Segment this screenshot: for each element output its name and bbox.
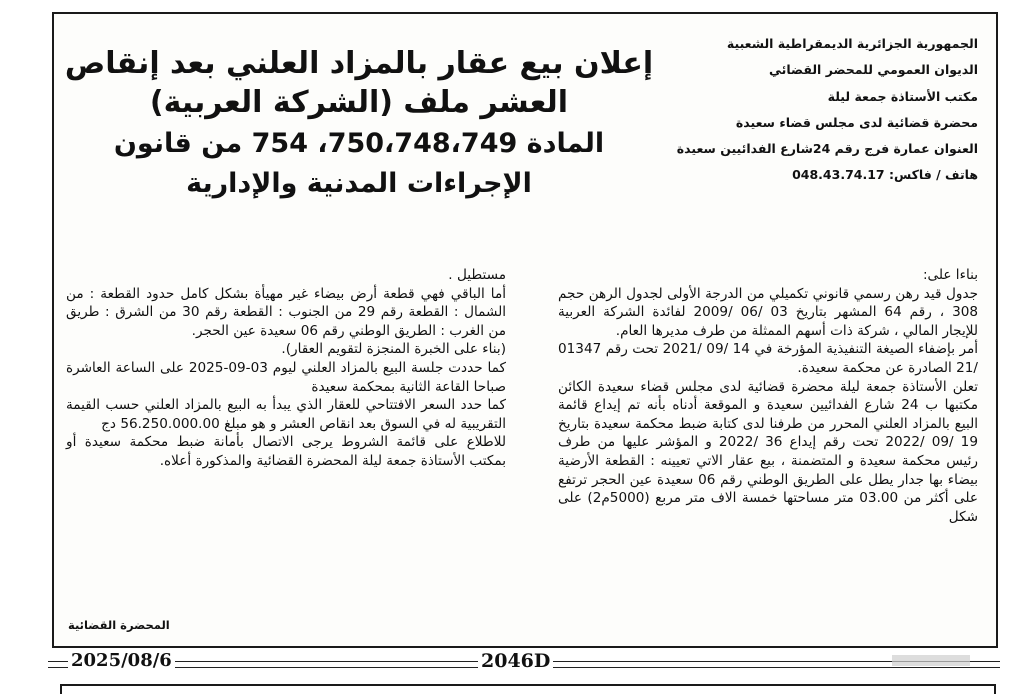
law-name-line: الإجراءات المدنية والإدارية bbox=[186, 168, 532, 200]
paragraph-mortgage: جدول قيد رهن رسمي قانوني تكميلي من الدرجة الأولى لجدول الرهن حجم 308 ، رقم 64 المشهر بتاريخ 03 /06 /2009 لفائدة الشركة العربية للإيجار المالي ، شركة ذات أسهم الممثلة من طرف مديرها العام. bbox=[558, 285, 979, 339]
title-line-2: العشر ملف (الشركة العربية) bbox=[149, 85, 569, 120]
phone-number: 048.43.74.17 bbox=[792, 167, 885, 183]
right-text-column bbox=[558, 266, 978, 527]
page-footer bbox=[48, 650, 1000, 674]
phone-line bbox=[678, 167, 978, 183]
print-smudge bbox=[892, 655, 970, 666]
law-article-line: المادة 750،748،749، 754 من قانون bbox=[113, 128, 605, 159]
issuing-authority-block bbox=[678, 36, 978, 194]
phone-label: هاتف / فاكس: bbox=[888, 167, 978, 183]
paragraph-rectangle: مستطيل . bbox=[448, 267, 506, 283]
announcement-frame bbox=[52, 12, 998, 648]
ad-code: 2046D bbox=[478, 650, 553, 672]
headline bbox=[64, 44, 654, 203]
bailiff-name-line: مكتب الأستاذة جمعة ليلة bbox=[827, 88, 978, 104]
title-line-1: إعلان بيع عقار بالمزاد العلني بعد إنقاص bbox=[64, 46, 654, 81]
court-line: محضرة قضائية لدى مجلس قضاء سعيدة bbox=[735, 114, 978, 130]
paragraph-based-on: بناءا على: bbox=[922, 267, 978, 283]
publication-date: 2025/08/6 bbox=[68, 650, 175, 671]
paragraph-enforcement-order: أمر بإضفاء الصيغة التنفيذية المؤرخة في 14 /09 /2021 تحت رقم 01347 /21 الصادرة عن محكمة سعيدة. bbox=[558, 341, 978, 377]
paragraph-opening-price: كما حدد السعر الافتتاحي للعقار الذي يبدأ به البيع بالمزاد العلني حسب القيمة التقريبية له في السوق بعد انقاص العشر و هو مبلغ 56.250.000.00 دج bbox=[66, 397, 506, 432]
address-line: العنوان عمارة فرج رقم 24شارع الفدائيين سعيدة bbox=[676, 141, 978, 156]
paragraph-auction-session: كما حددت جلسة البيع بالمزاد العلني ليوم 03-09-2025 على الساعة العاشرة صباحا القاعة الثانية بمحكمة سعيدة bbox=[66, 360, 507, 395]
paragraph-boundaries: أما الباقي فهي قطعة أرض بيضاء غير مهيأة بشكل كامل حدود القطعة : من الشمال : القطعة رقم 29 من الجنوب : القطعة رقم 30 من الشرق : طريق من الغرب : الطريق الوطني رقم 06 سعيدة عين الحجر. bbox=[66, 285, 506, 339]
office-line: الديوان العمومي للمحضر القضائي bbox=[769, 62, 978, 78]
paragraph-expertise: (بناء على الخبرة المنجزة لتقويم العقار). bbox=[281, 341, 506, 358]
next-ad-border bbox=[60, 684, 996, 694]
paragraph-contact: للاطلاع على قائمة الشروط يرجى الاتصال بأمانة ضبط محكمة سعيدة أو بمكتب الأستاذة جمعة ليلة المحضرة القضائية والمذكورة أعلاه. bbox=[66, 434, 506, 470]
left-text-column bbox=[66, 266, 506, 471]
signature: المحضرة القضائية bbox=[68, 618, 170, 632]
republic-line: الجمهورية الجزائرية الديمقراطية الشعبية bbox=[726, 36, 978, 51]
paragraph-announcement: تعلن الأستاذة جمعة ليلة محضرة قضائية لدى مجلس قضاء سعيدة الكائن مكتبها ب 24 شارع الفدائيين سعيدة و الموقعة أدناه بأنه تم إيداع قائمة البيع بالمزاد العلني المحرر من طرفنا لدى كتابة ضبط محكمة سعيدة بتاريخ 19 /09 /2022 تحت رقم إيداع 36 /2022 و المؤشر عليها من طرف رئيس محكمة سعيدة و المتضمنة ، بيع عقار الاتي تعيينه : القطعة الأرضية بيضاء بها جدار يطل على الطريق الوطني رقم 06 سعيدة عين الحجر ترتفع على أكثر من 03.00 متر مساحتها خمسة الاف متر مربع (5000م2) على شكل bbox=[558, 378, 979, 525]
